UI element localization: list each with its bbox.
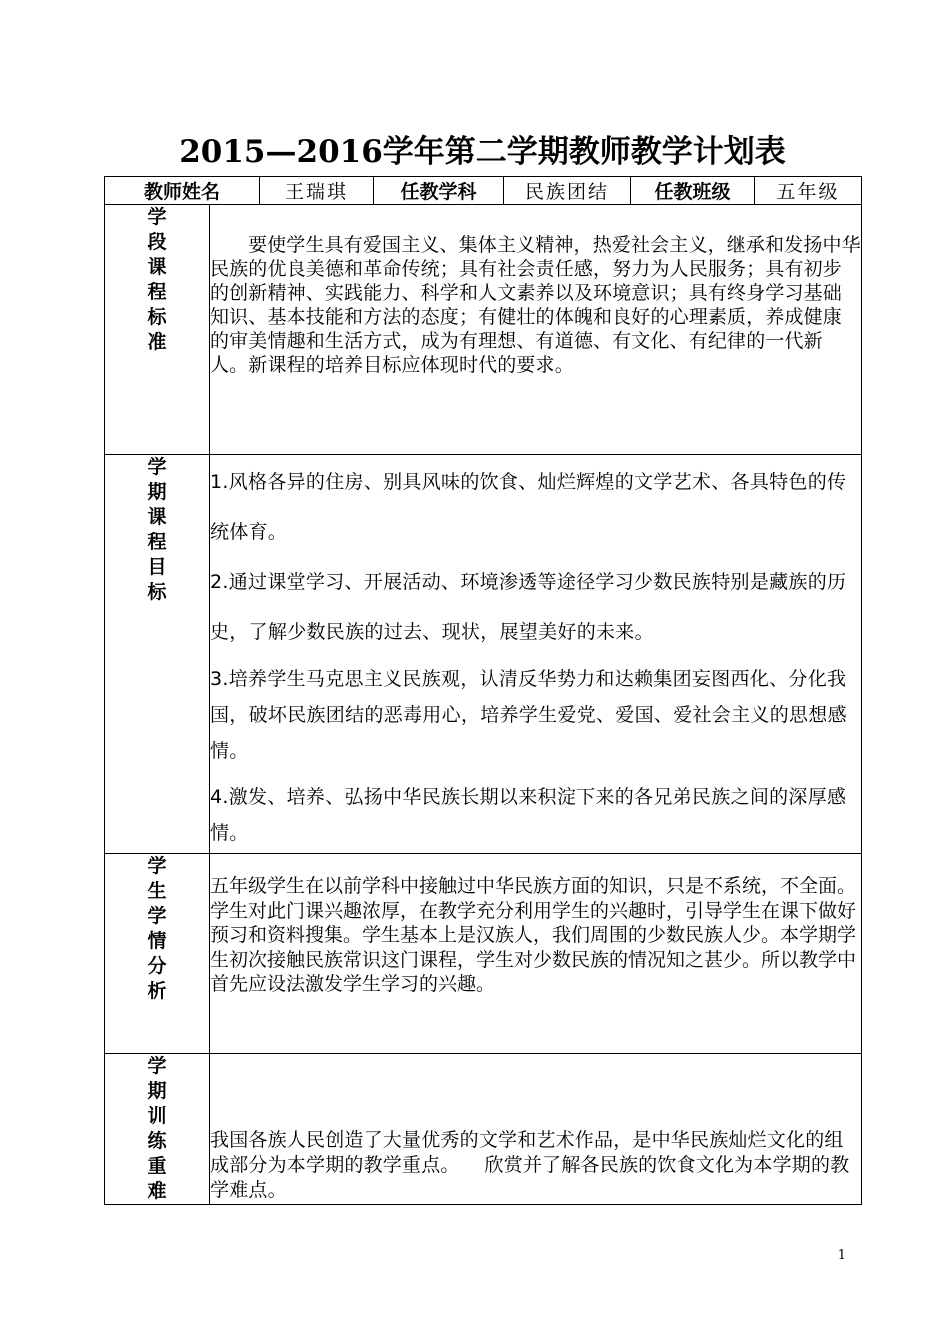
focus-text: 我国各族人民创造了大量优秀的文学和艺术作品，是中华民族灿烂文化的组成部分为本学期的教学重点。 欣赏并了解各民族的饮食文化为本学期的教学难点。 [210,1129,850,1201]
teacher-name-label: 教师姓名 [105,177,260,205]
goals-row [105,455,862,854]
analysis-label: 学 生 学 情 分 析 [105,854,210,1054]
focus-row [105,1054,862,1205]
teaching-plan-table [104,176,862,1205]
analysis-content [210,854,862,1054]
goal-item-2: 2.通过课堂学习、开展活动、环境渗透等途径学习少数民族特别是藏族的历史，了解少数民族的过去、现状，展望美好的未来。 [210,571,847,643]
analysis-text: 五年级学生在以前学科中接触过中华民族方面的知识，只是不系统，不全面。学生对此门课兴趣浓厚，在教学充分利用学生的兴趣时，引导学生在课下做好预习和资料搜集。学生基本上是汉族人，我们周围的少数民族人少。本学期学生初次接触民族常识这门课程，学生对少数民族的情况知之甚少。所以教学中首先应设法激发学生学习的兴趣。 [210,875,857,995]
standard-row [105,205,862,455]
goals-content [210,455,862,854]
goal-item-1: 1.风格各异的住房、别具风味的饮食、灿烂辉煌的文学艺术、各具特色的传统体育。 [210,471,847,543]
goal-item-4: 4.激发、培养、弘扬中华民族长期以来积淀下来的各兄弟民族之间的深厚感情。 [210,786,847,844]
subject-value: 民族团结 [504,177,631,205]
class-value: 五年级 [755,177,862,205]
focus-label: 学 期 训 练 重 难 [105,1054,210,1205]
goals-label: 学 期 课 程 目 标 [105,455,210,854]
teacher-name-value: 王瑞琪 [260,177,374,205]
class-label: 任教班级 [631,177,755,205]
subject-label: 任教学科 [374,177,504,205]
page-number: 1 [837,1248,846,1263]
header-row [105,177,862,205]
standard-label: 学 段 课 程 标 准 [105,205,210,455]
focus-content [210,1054,862,1205]
standard-content [210,205,862,455]
page-title: 2015—2016学年第二学期教师教学计划表 [179,134,786,170]
analysis-row [105,854,862,1054]
goal-item-3: 3.培养学生马克思主义民族观，认清反华势力和达赖集团妄图西化、分化我国，破坏民族团结的恶毒用心，培养学生爱党、爱国、爱社会主义的思想感情。 [210,668,847,762]
standard-text: 要使学生具有爱国主义、集体主义精神，热爱社会主义，继承和发扬中华民族的优良美德和革命传统；具有社会责任感，努力为人民服务；具有初步的创新精神、实践能力、科学和人文素养以及环境意识；具有终身学习基础知识、基本技能和方法的态度；有健壮的体魄和良好的心理素质，养成健康的审美情趣和生活方式，成为有理想、有道德、有文化、有纪律的一代新人。新课程的培养目标应体现时代的要求。 [210,234,861,376]
